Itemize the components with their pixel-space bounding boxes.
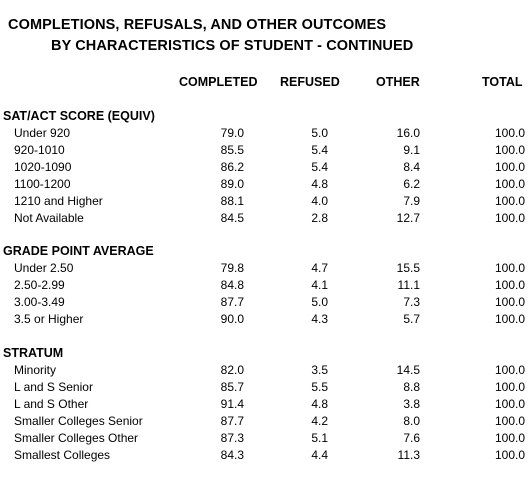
row-label: Smaller Colleges Other (14, 431, 139, 445)
table-row (0, 211, 532, 228)
table-row (0, 363, 532, 380)
cell-total: 100.0 (494, 194, 525, 208)
column-header-refused: REFUSED (280, 75, 340, 89)
cell-completed: 91.4 (220, 397, 244, 411)
cell-refused: 4.7 (311, 261, 328, 275)
table-row (0, 414, 532, 431)
cell-refused: 5.5 (311, 380, 328, 394)
row-label: 3.00-3.49 (14, 295, 65, 309)
table-row (0, 380, 532, 397)
cell-total: 100.0 (494, 448, 525, 462)
cell-total: 100.0 (494, 160, 525, 174)
cell-completed: 87.7 (220, 295, 244, 309)
cell-refused: 4.1 (311, 278, 328, 292)
row-label: Smallest Colleges (14, 448, 111, 462)
cell-total: 100.0 (494, 211, 525, 225)
row-label: Minority (14, 363, 57, 377)
cell-total: 100.0 (494, 380, 525, 394)
cell-total: 100.0 (494, 295, 525, 309)
cell-refused: 4.3 (311, 312, 328, 326)
cell-other: 7.6 (403, 431, 420, 445)
cell-completed: 88.1 (220, 194, 244, 208)
cell-other: 3.8 (403, 397, 420, 411)
column-header-total: TOTAL (482, 75, 523, 89)
cell-total: 100.0 (494, 261, 525, 275)
row-label: L and S Senior (14, 380, 93, 394)
cell-refused: 4.4 (311, 448, 328, 462)
section-title-sat-act: SAT/ACT SCORE (EQUIV) (3, 109, 155, 123)
table-row (0, 160, 532, 177)
table-row (0, 431, 532, 448)
cell-other: 7.3 (403, 295, 420, 309)
cell-completed: 90.0 (220, 312, 244, 326)
cell-total: 100.0 (494, 312, 525, 326)
cell-refused: 2.8 (311, 211, 328, 225)
table-row (0, 397, 532, 414)
page-subtitle: BY CHARACTERISTICS OF STUDENT - CONTINUED (51, 38, 414, 54)
cell-other: 5.7 (403, 312, 420, 326)
cell-total: 100.0 (494, 414, 525, 428)
cell-refused: 3.5 (311, 363, 328, 377)
cell-total: 100.0 (494, 126, 525, 140)
table-row (0, 261, 532, 278)
cell-completed: 79.8 (220, 261, 244, 275)
row-label: Under 2.50 (14, 261, 74, 275)
cell-other: 11.1 (397, 278, 420, 292)
cell-completed: 82.0 (220, 363, 244, 377)
cell-refused: 5.4 (311, 160, 328, 174)
cell-refused: 4.0 (311, 194, 328, 208)
cell-other: 6.2 (403, 177, 420, 191)
column-header-other: OTHER (376, 75, 420, 89)
cell-refused: 4.2 (311, 414, 328, 428)
table-row (0, 143, 532, 160)
row-label: 1210 and Higher (14, 194, 103, 208)
page-title: COMPLETIONS, REFUSALS, AND OTHER OUTCOMES (8, 17, 387, 33)
cell-refused: 5.4 (311, 143, 328, 157)
row-label: 2.50-2.99 (14, 278, 65, 292)
row-label: 1020-1090 (14, 160, 72, 174)
section-title-gpa: GRADE POINT AVERAGE (3, 244, 154, 258)
row-label: 1100-1200 (14, 177, 71, 191)
cell-completed: 89.0 (220, 177, 244, 191)
row-label: Smaller Colleges Senior (14, 414, 143, 428)
section-title-stratum: STRATUM (3, 346, 64, 360)
cell-completed: 84.3 (220, 448, 244, 462)
cell-other: 8.8 (403, 380, 420, 394)
cell-other: 15.5 (396, 261, 420, 275)
row-label: Not Available (14, 211, 84, 225)
cell-other: 7.9 (403, 194, 420, 208)
cell-other: 9.1 (403, 143, 420, 157)
row-label: L and S Other (14, 397, 89, 411)
cell-completed: 87.7 (220, 414, 244, 428)
cell-other: 16.0 (396, 126, 420, 140)
table-row (0, 126, 532, 143)
table-row (0, 312, 532, 329)
row-label: 920-1010 (14, 143, 65, 157)
cell-other: 14.5 (396, 363, 420, 377)
cell-total: 100.0 (494, 363, 525, 377)
table-row (0, 177, 532, 194)
cell-total: 100.0 (494, 143, 525, 157)
row-label: Under 920 (14, 126, 71, 140)
cell-other: 8.0 (403, 414, 420, 428)
cell-completed: 84.5 (220, 211, 244, 225)
cell-total: 100.0 (494, 397, 525, 411)
cell-refused: 5.0 (311, 126, 328, 140)
cell-completed: 86.2 (220, 160, 244, 174)
cell-other: 8.4 (403, 160, 420, 174)
cell-completed: 85.7 (220, 380, 244, 394)
table-row (0, 295, 532, 312)
cell-refused: 5.1 (311, 431, 328, 445)
cell-refused: 4.8 (311, 177, 328, 191)
cell-completed: 87.3 (220, 431, 244, 445)
cell-other: 12.7 (396, 211, 420, 225)
cell-other: 11.3 (397, 448, 420, 462)
table-row (0, 448, 532, 465)
cell-refused: 5.0 (311, 295, 328, 309)
column-header-completed: COMPLETED (179, 75, 258, 89)
cell-total: 100.0 (494, 431, 525, 445)
cell-completed: 84.8 (220, 278, 244, 292)
cell-completed: 85.5 (220, 143, 244, 157)
cell-completed: 79.0 (220, 126, 244, 140)
table-row (0, 194, 532, 211)
row-label: 3.5 or Higher (14, 312, 84, 326)
cell-total: 100.0 (494, 278, 525, 292)
cell-refused: 4.8 (311, 397, 328, 411)
table-row (0, 278, 532, 295)
cell-total: 100.0 (494, 177, 525, 191)
